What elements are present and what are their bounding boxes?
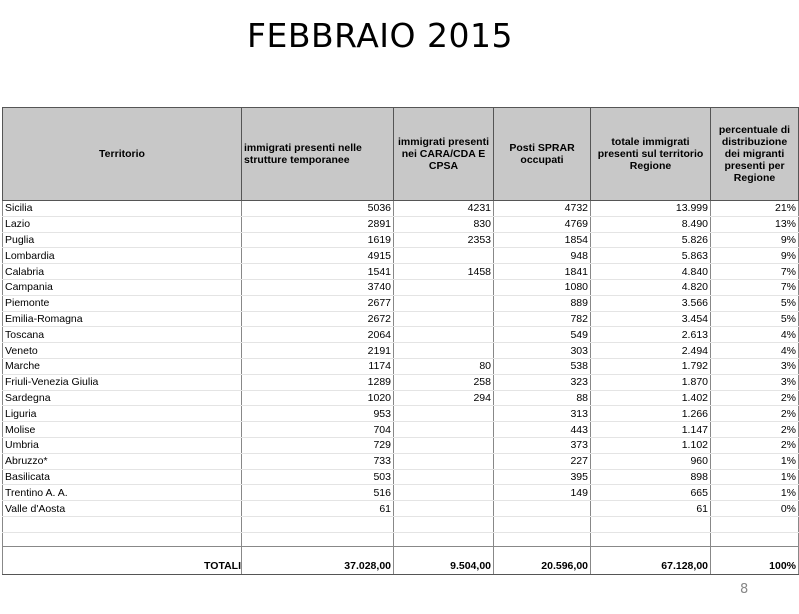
cell-strutture-temporanee: 3740 (242, 279, 394, 295)
cell-cara-cda-cpsa: 80 (394, 358, 494, 374)
cell-totale-immigrati: 8.490 (591, 216, 711, 232)
cell-totale-immigrati: 13.999 (591, 201, 711, 217)
cell-strutture-temporanee: 516 (242, 485, 394, 501)
cell-posti-sprar: 443 (494, 422, 591, 438)
cell-posti-sprar: 373 (494, 437, 591, 453)
column-header-territorio: Territorio (3, 108, 242, 201)
cell-percentuale: 1% (711, 485, 799, 501)
cell-posti-sprar: 1080 (494, 279, 591, 295)
cell-region-name: Lombardia (3, 248, 242, 264)
cell-posti-sprar (494, 501, 591, 517)
cell-strutture-temporanee: 1541 (242, 264, 394, 280)
cell-cara-cda-cpsa (394, 469, 494, 485)
slide-title: FEBBRAIO 2015 (247, 16, 513, 55)
cell-posti-sprar: 88 (494, 390, 591, 406)
table-row (3, 295, 799, 311)
cell-strutture-temporanee: 953 (242, 406, 394, 422)
cell-cara-cda-cpsa (394, 327, 494, 343)
cell-posti-sprar: 549 (494, 327, 591, 343)
totals-label: TOTALI (3, 546, 242, 574)
cell-percentuale: 3% (711, 358, 799, 374)
cell-cara-cda-cpsa (394, 343, 494, 359)
cell-percentuale: 2% (711, 406, 799, 422)
table-row (3, 201, 799, 217)
data-table (2, 107, 799, 575)
cell-posti-sprar: 4732 (494, 201, 591, 217)
cell-strutture-temporanee: 1289 (242, 374, 394, 390)
cell-percentuale: 7% (711, 279, 799, 295)
cell-percentuale: 5% (711, 311, 799, 327)
total-posti-sprar: 20.596,00 (494, 546, 591, 574)
cell-cara-cda-cpsa (394, 406, 494, 422)
cell-totale-immigrati: 1.792 (591, 358, 711, 374)
total-cara-cda-cpsa: 9.504,00 (394, 546, 494, 574)
cell-cara-cda-cpsa: 258 (394, 374, 494, 390)
cell-totale-immigrati: 4.840 (591, 264, 711, 280)
cell-strutture-temporanee: 2064 (242, 327, 394, 343)
empty-cell (394, 532, 494, 546)
cell-percentuale: 0% (711, 501, 799, 517)
cell-totale-immigrati: 3.454 (591, 311, 711, 327)
cell-cara-cda-cpsa (394, 437, 494, 453)
cell-strutture-temporanee: 1619 (242, 232, 394, 248)
empty-row (3, 532, 799, 546)
cell-percentuale: 9% (711, 232, 799, 248)
table-header-row (3, 108, 799, 201)
cell-region-name: Toscana (3, 327, 242, 343)
cell-region-name: Campania (3, 279, 242, 295)
table-row (3, 485, 799, 501)
cell-strutture-temporanee: 2672 (242, 311, 394, 327)
cell-region-name: Emilia-Romagna (3, 311, 242, 327)
cell-region-name: Abruzzo* (3, 453, 242, 469)
cell-percentuale: 5% (711, 295, 799, 311)
cell-cara-cda-cpsa: 2353 (394, 232, 494, 248)
cell-cara-cda-cpsa (394, 453, 494, 469)
cell-region-name: Puglia (3, 232, 242, 248)
page-number: 8 (740, 582, 749, 597)
empty-cell (242, 516, 394, 532)
cell-strutture-temporanee: 729 (242, 437, 394, 453)
cell-region-name: Sardegna (3, 390, 242, 406)
column-header-posti-sprar: Posti SPRAR occupati (494, 108, 591, 201)
table-row (3, 279, 799, 295)
total-strutture-temporanee: 37.028,00 (242, 546, 394, 574)
cell-totale-immigrati: 1.402 (591, 390, 711, 406)
cell-strutture-temporanee: 61 (242, 501, 394, 517)
cell-percentuale: 13% (711, 216, 799, 232)
total-totale-immigrati: 67.128,00 (591, 546, 711, 574)
table-body (3, 201, 799, 575)
cell-strutture-temporanee: 5036 (242, 201, 394, 217)
table-row (3, 358, 799, 374)
table-row (3, 374, 799, 390)
total-percentuale: 100% (711, 546, 799, 574)
cell-posti-sprar: 782 (494, 311, 591, 327)
column-header-totale-immigrati: totale immigrati presenti sul territorio Regione (591, 108, 711, 201)
table-row (3, 248, 799, 264)
cell-cara-cda-cpsa (394, 501, 494, 517)
column-header-strutture-temporanee: immigrati presenti nelle strutture temporanee (242, 108, 394, 201)
cell-percentuale: 4% (711, 327, 799, 343)
cell-region-name: Trentino A. A. (3, 485, 242, 501)
cell-cara-cda-cpsa (394, 248, 494, 264)
cell-totale-immigrati: 1.147 (591, 422, 711, 438)
cell-posti-sprar: 1841 (494, 264, 591, 280)
empty-cell (494, 516, 591, 532)
table-row (3, 469, 799, 485)
empty-cell (242, 532, 394, 546)
cell-cara-cda-cpsa (394, 485, 494, 501)
cell-posti-sprar: 948 (494, 248, 591, 264)
cell-percentuale: 21% (711, 201, 799, 217)
cell-region-name: Veneto (3, 343, 242, 359)
cell-totale-immigrati: 2.613 (591, 327, 711, 343)
empty-row (3, 516, 799, 532)
empty-cell (711, 532, 799, 546)
table-row (3, 264, 799, 280)
table-row (3, 406, 799, 422)
cell-region-name: Calabria (3, 264, 242, 280)
cell-totale-immigrati: 4.820 (591, 279, 711, 295)
cell-region-name: Basilicata (3, 469, 242, 485)
cell-strutture-temporanee: 733 (242, 453, 394, 469)
cell-totale-immigrati: 5.826 (591, 232, 711, 248)
cell-cara-cda-cpsa: 1458 (394, 264, 494, 280)
cell-cara-cda-cpsa: 830 (394, 216, 494, 232)
cell-strutture-temporanee: 2191 (242, 343, 394, 359)
cell-region-name: Sicilia (3, 201, 242, 217)
cell-region-name: Valle d'Aosta (3, 501, 242, 517)
cell-cara-cda-cpsa (394, 422, 494, 438)
cell-posti-sprar: 313 (494, 406, 591, 422)
empty-cell (3, 516, 242, 532)
empty-cell (494, 532, 591, 546)
cell-totale-immigrati: 1.870 (591, 374, 711, 390)
cell-percentuale: 3% (711, 374, 799, 390)
cell-strutture-temporanee: 2677 (242, 295, 394, 311)
cell-totale-immigrati: 1.102 (591, 437, 711, 453)
cell-cara-cda-cpsa: 294 (394, 390, 494, 406)
table-row (3, 390, 799, 406)
table-row (3, 311, 799, 327)
cell-strutture-temporanee: 704 (242, 422, 394, 438)
totals-row (3, 546, 799, 574)
cell-posti-sprar: 889 (494, 295, 591, 311)
cell-region-name: Marche (3, 358, 242, 374)
cell-region-name: Lazio (3, 216, 242, 232)
cell-posti-sprar: 4769 (494, 216, 591, 232)
cell-totale-immigrati: 2.494 (591, 343, 711, 359)
table-row (3, 422, 799, 438)
cell-totale-immigrati: 3.566 (591, 295, 711, 311)
cell-strutture-temporanee: 1174 (242, 358, 394, 374)
cell-posti-sprar: 303 (494, 343, 591, 359)
cell-strutture-temporanee: 503 (242, 469, 394, 485)
cell-posti-sprar: 395 (494, 469, 591, 485)
empty-cell (591, 532, 711, 546)
cell-percentuale: 9% (711, 248, 799, 264)
cell-strutture-temporanee: 2891 (242, 216, 394, 232)
empty-cell (591, 516, 711, 532)
cell-totale-immigrati: 1.266 (591, 406, 711, 422)
cell-posti-sprar: 149 (494, 485, 591, 501)
cell-cara-cda-cpsa (394, 279, 494, 295)
cell-totale-immigrati: 898 (591, 469, 711, 485)
cell-posti-sprar: 1854 (494, 232, 591, 248)
cell-percentuale: 2% (711, 390, 799, 406)
cell-percentuale: 2% (711, 422, 799, 438)
cell-region-name: Liguria (3, 406, 242, 422)
cell-strutture-temporanee: 1020 (242, 390, 394, 406)
empty-cell (394, 516, 494, 532)
empty-cell (711, 516, 799, 532)
cell-posti-sprar: 227 (494, 453, 591, 469)
empty-cell (3, 532, 242, 546)
table-row (3, 216, 799, 232)
cell-cara-cda-cpsa (394, 311, 494, 327)
cell-region-name: Piemonte (3, 295, 242, 311)
cell-totale-immigrati: 960 (591, 453, 711, 469)
cell-totale-immigrati: 5.863 (591, 248, 711, 264)
cell-region-name: Friuli-Venezia Giulia (3, 374, 242, 390)
cell-totale-immigrati: 61 (591, 501, 711, 517)
cell-totale-immigrati: 665 (591, 485, 711, 501)
cell-cara-cda-cpsa (394, 295, 494, 311)
cell-posti-sprar: 538 (494, 358, 591, 374)
cell-posti-sprar: 323 (494, 374, 591, 390)
table-row (3, 453, 799, 469)
cell-percentuale: 1% (711, 469, 799, 485)
cell-percentuale: 7% (711, 264, 799, 280)
table-row (3, 343, 799, 359)
table-row (3, 501, 799, 517)
cell-strutture-temporanee: 4915 (242, 248, 394, 264)
cell-percentuale: 4% (711, 343, 799, 359)
cell-percentuale: 2% (711, 437, 799, 453)
table-row (3, 232, 799, 248)
table-row (3, 327, 799, 343)
column-header-percentuale: percentuale di distribuzione dei migranti presenti per Regione (711, 108, 799, 201)
column-header-cara-cda-cpsa: immigrati presenti nei CARA/CDA E CPSA (394, 108, 494, 201)
cell-region-name: Molise (3, 422, 242, 438)
table-row (3, 437, 799, 453)
cell-region-name: Umbria (3, 437, 242, 453)
cell-cara-cda-cpsa: 4231 (394, 201, 494, 217)
cell-percentuale: 1% (711, 453, 799, 469)
